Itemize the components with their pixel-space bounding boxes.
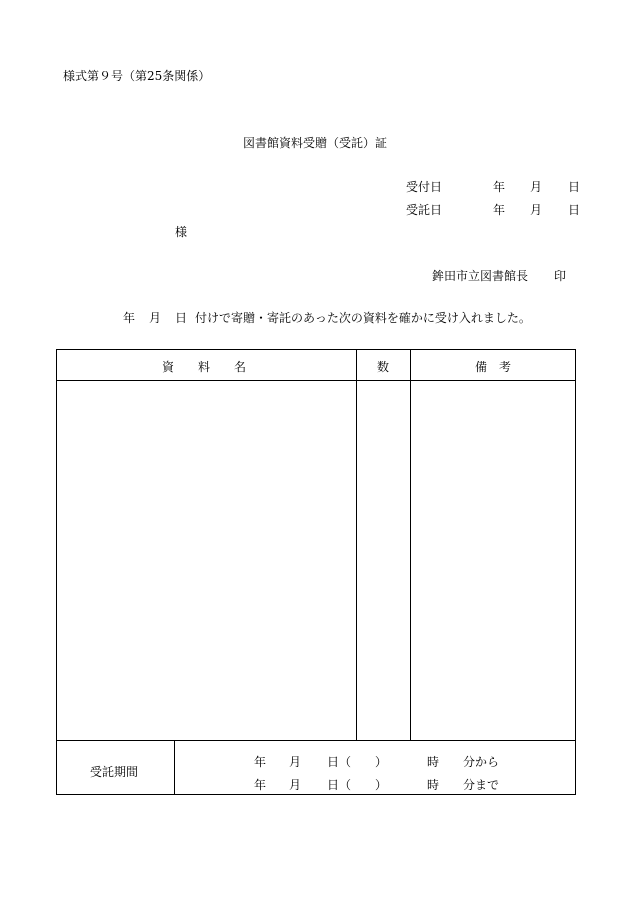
received-date-day: 日 (568, 180, 581, 194)
period-end-month: 月 (289, 778, 302, 792)
period-label: 受託期間 (90, 765, 139, 779)
document-title: 図書館資料受贈（受託）証 (242, 136, 387, 150)
entrusted-date-label: 受託日 (406, 203, 443, 217)
column-divider-2 (410, 350, 411, 740)
entrusted-date-row (406, 204, 580, 217)
addressee-suffix: 様 (175, 225, 188, 239)
header-material-name: 資 料 名 (162, 360, 247, 374)
period-end-hour: 時 (427, 778, 440, 792)
statement-day: 日 (175, 311, 188, 325)
issuer-name: 鉾田市立図書館長 (432, 269, 529, 283)
seal-mark: 印 (554, 269, 567, 283)
header-remarks: 備 考 (475, 360, 512, 374)
period-row-start (57, 753, 577, 769)
statement-year: 年 (123, 311, 136, 325)
received-date-row (406, 181, 580, 194)
period-start-year: 年 (254, 755, 267, 769)
period-start-day: 日（ ） (327, 755, 388, 769)
entrusted-date-year: 年 (493, 203, 506, 217)
period-end-day: 日（ ） (327, 778, 388, 792)
entrusted-date-month: 月 (530, 203, 543, 217)
entrusted-date-day: 日 (568, 203, 581, 217)
received-date-year: 年 (493, 180, 506, 194)
period-start-month: 月 (289, 755, 302, 769)
period-end-minute: 分まで (463, 778, 500, 792)
statement-line (123, 312, 531, 324)
received-date-month: 月 (530, 180, 543, 194)
column-divider-1 (356, 350, 357, 740)
period-start-minute: 分から (463, 755, 500, 769)
header-divider (57, 380, 575, 381)
period-row-end (57, 776, 577, 792)
statement-month: 月 (149, 311, 162, 325)
statement-text: 付けで寄贈・寄託のあった次の資料を確かに受け入れました。 (195, 311, 531, 325)
materials-table (56, 349, 576, 795)
issuer-line (432, 270, 566, 282)
period-end-year: 年 (254, 778, 267, 792)
header-count: 数 (377, 360, 390, 374)
form-number: 様式第９号（第25条関係） (63, 69, 211, 83)
period-start-hour: 時 (427, 755, 440, 769)
period-divider (57, 740, 575, 741)
received-date-label: 受付日 (406, 180, 443, 194)
